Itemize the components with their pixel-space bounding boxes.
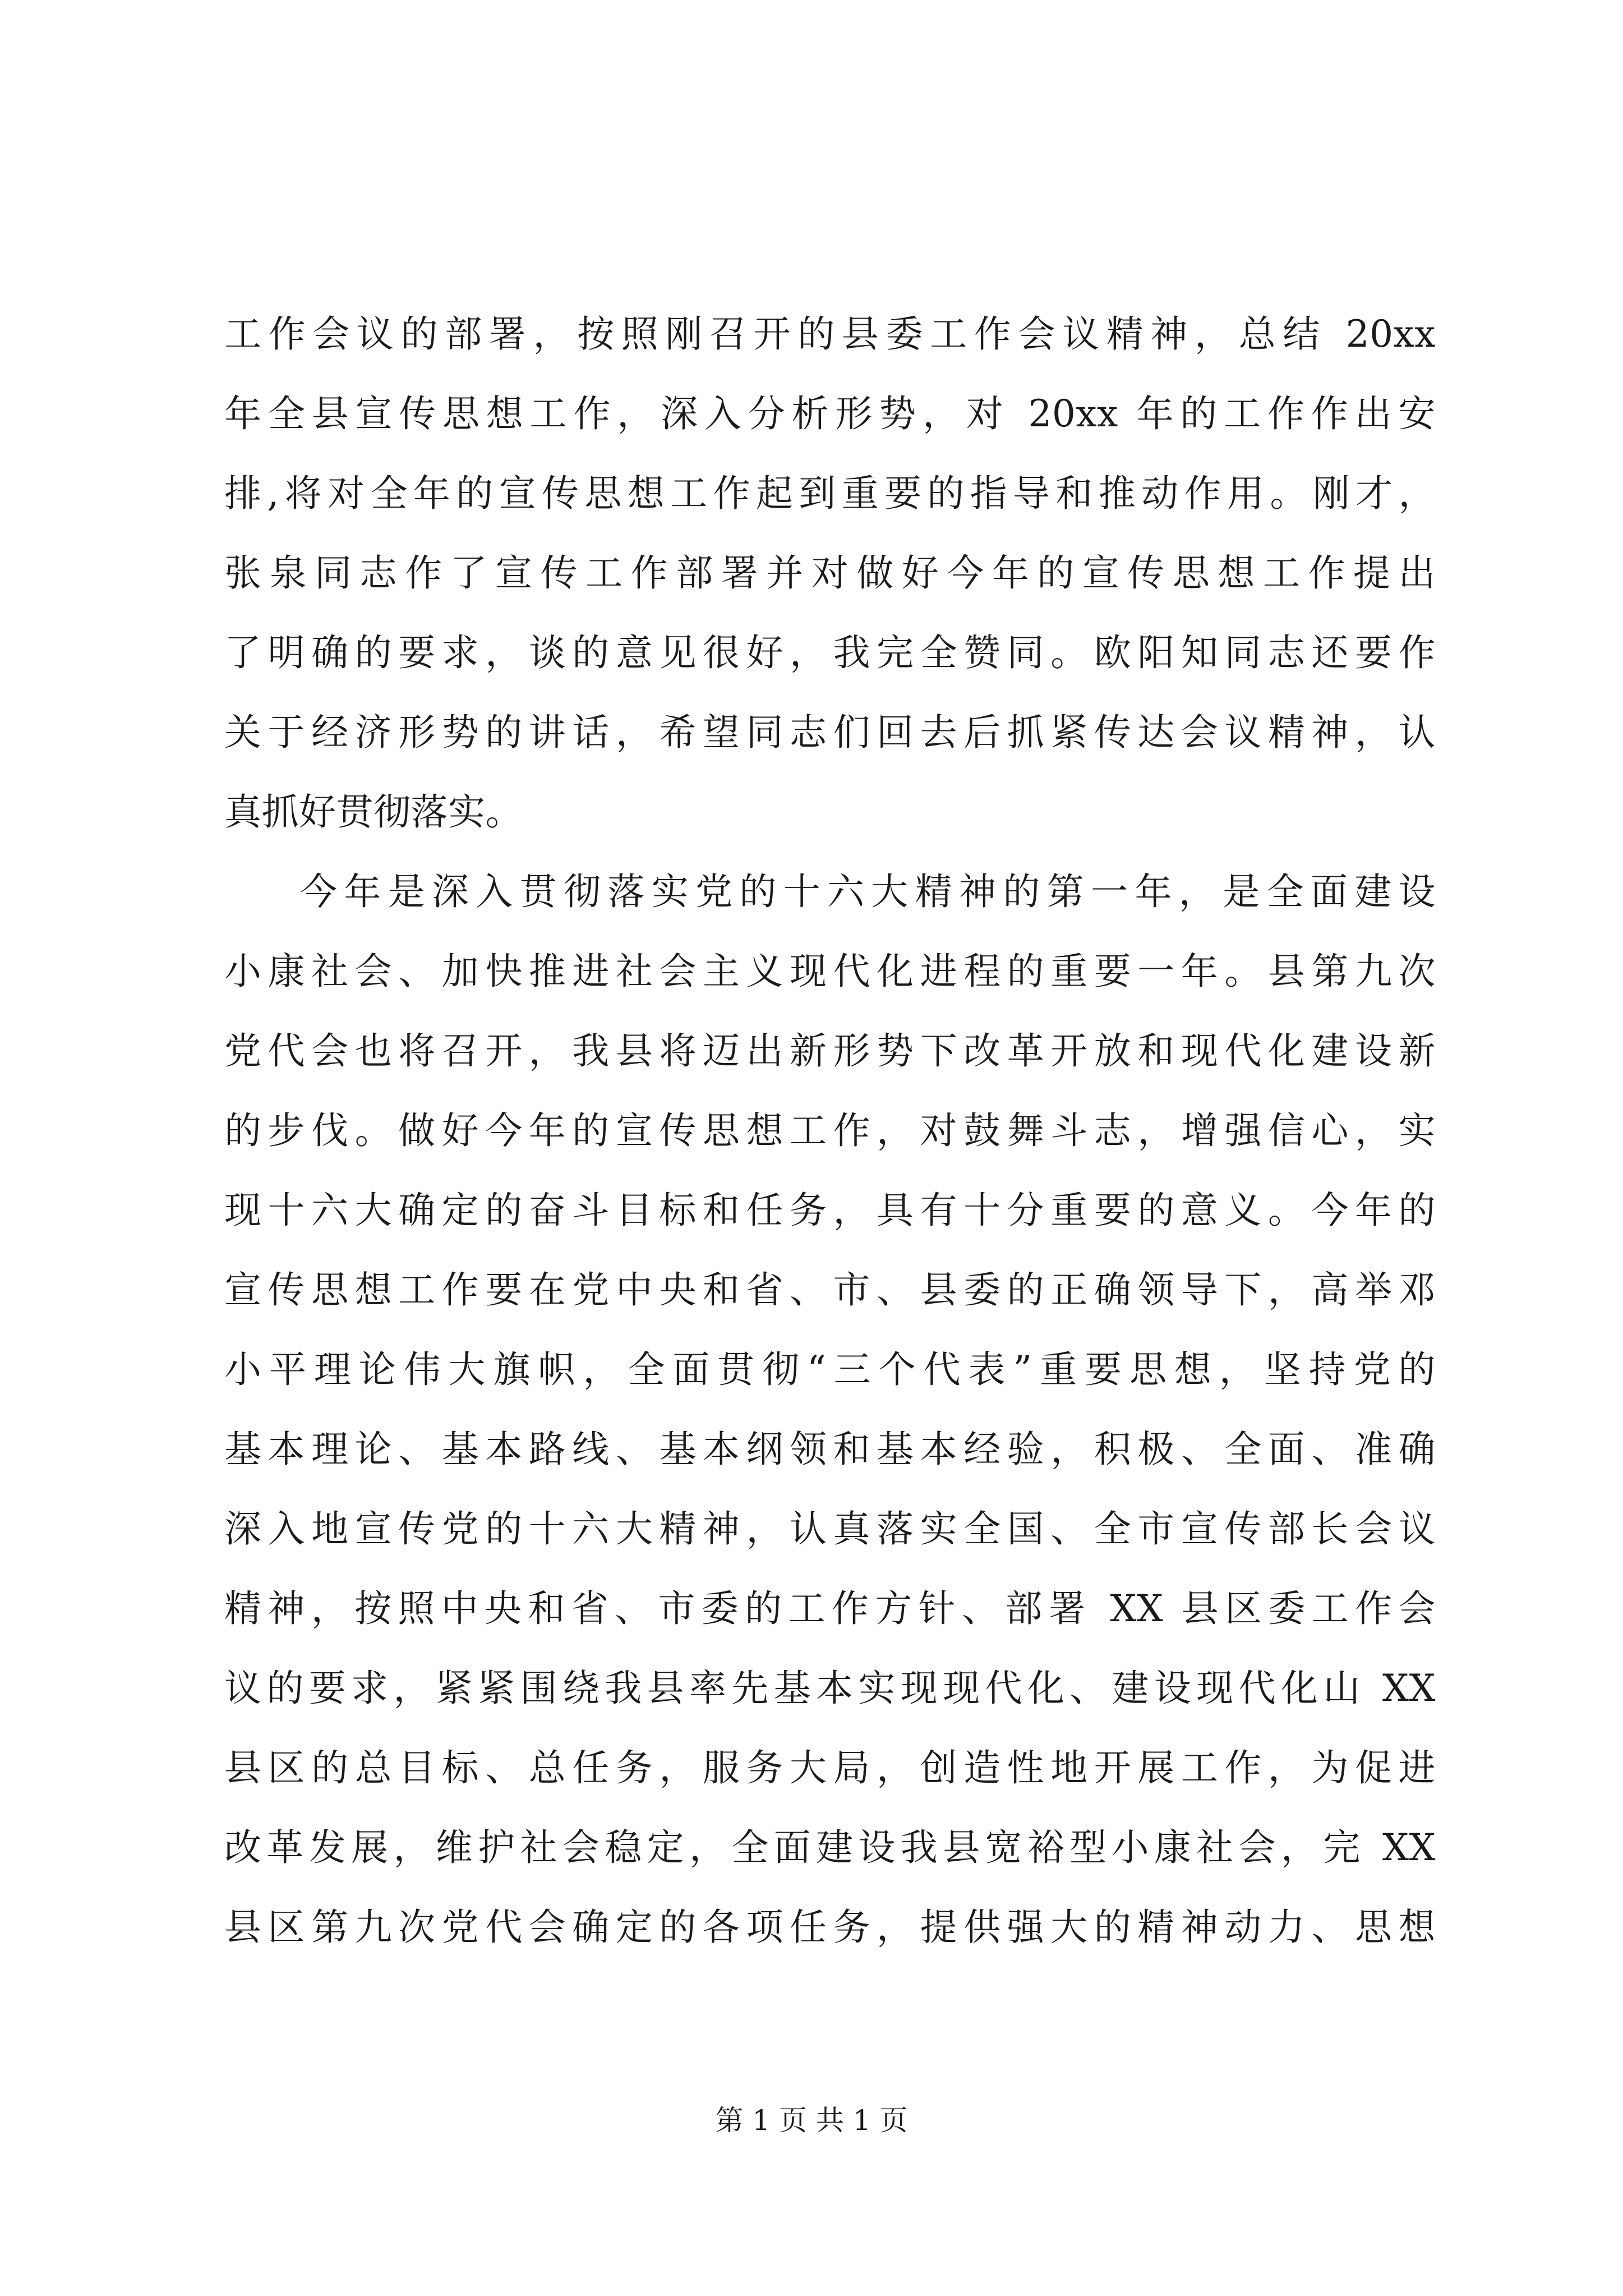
text-line: 精神，按照中央和省、市委的工作方针、部署 XX 县区委工作会	[224, 1587, 1436, 1630]
page-footer	[0, 2101, 1623, 2140]
text-line: 真抓好贯彻落实。	[224, 790, 523, 834]
text-line: 张泉同志作了宣传工作部署并对做好今年的宣传思想工作提出	[224, 551, 1436, 595]
page-number: 第 1 页 共 1 页	[715, 2104, 908, 2137]
document-body	[224, 295, 1436, 1967]
paragraph-2	[224, 852, 1436, 1967]
text-line: 现十六大确定的奋斗目标和任务，具有十分重要的意义。今年的	[224, 1189, 1436, 1232]
text-line: 县区的总目标、总任务，服务大局，创造性地开展工作，为促进	[224, 1746, 1436, 1789]
text-line: 小平理论伟大旗帜，全面贯彻“三个代表”重要思想，坚持党的	[224, 1348, 1436, 1391]
text-line: 深入地宣传党的十六大精神，认真落实全国、全市宣传部长会议	[224, 1507, 1436, 1550]
text-line: 基本理论、基本路线、基本纲领和基本经验，积极、全面、准确	[224, 1428, 1436, 1471]
text-line: 县区第九次党代会确定的各项任务，提供强大的精神动力、思想	[224, 1906, 1436, 1949]
text-line: 今年是深入贯彻落实党的十六大精神的第一年，是全面建设	[300, 870, 1436, 913]
text-line: 工作会议的部署，按照刚召开的县委工作会议精神，总结 20xx	[224, 312, 1436, 356]
text-line: 排,将对全年的宣传思想工作起到重要的指导和推动作用。刚才，	[224, 472, 1436, 515]
text-line: 的步伐。做好今年的宣传思想工作，对鼓舞斗志，增强信心，实	[224, 1109, 1436, 1152]
text-line: 议的要求，紧紧围绕我县率先基本实现现代化、建设现代化山 XX	[224, 1667, 1436, 1710]
text-line: 关于经济形势的讲话，希望同志们回去后抓紧传达会议精神，认	[224, 711, 1436, 754]
text-line: 党代会也将召开，我县将迈出新形势下改革开放和现代化建设新	[224, 1029, 1436, 1073]
text-line: 年全县宣传思想工作，深入分析形势，对 20xx 年的工作作出安	[224, 392, 1436, 435]
text-line: 改革发展，维护社会稳定，全面建设我县宽裕型小康社会，完 XX	[224, 1826, 1436, 1869]
text-line: 了明确的要求，谈的意见很好，我完全赞同。欧阳知同志还要作	[224, 631, 1436, 674]
text-line: 宣传思想工作要在党中央和省、市、县委的正确领导下，高举邓	[224, 1268, 1436, 1312]
text-line: 小康社会、加快推进社会主义现代化进程的重要一年。县第九次	[224, 950, 1436, 993]
paragraph-1	[224, 295, 1436, 852]
